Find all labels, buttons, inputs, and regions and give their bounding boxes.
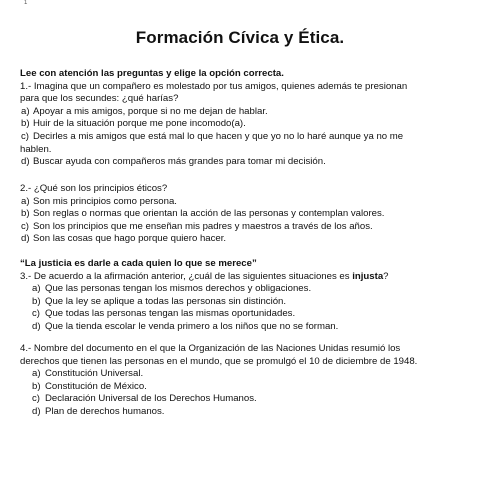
option-text: Que la tienda escolar le venda primero a los niños que no se forman. bbox=[45, 320, 339, 332]
option-text: Constitución de México. bbox=[45, 380, 147, 392]
q2-option-a[interactable] bbox=[20, 196, 468, 209]
option-text: Son reglas o normas que orientan la acción de las personas y contemplan valores. bbox=[33, 208, 385, 220]
question-3-text-pre: 3.- De acuerdo a la afirmación anterior, ¿cuál de las siguientes situaciones es bbox=[20, 270, 353, 282]
question-1-text-line2: para que los secundes: ¿qué harías? bbox=[20, 93, 179, 105]
q1-option-d[interactable] bbox=[20, 156, 468, 169]
option-text: Apoyar a mis amigos, porque si no me dejan de hablar. bbox=[33, 105, 268, 117]
option-letter: b) bbox=[21, 208, 30, 220]
option-text: Que la ley se aplique a todas las personas sin distinción. bbox=[45, 295, 287, 307]
question-3 bbox=[20, 258, 468, 334]
q3-option-d[interactable] bbox=[20, 321, 468, 334]
q1-option-a[interactable] bbox=[20, 106, 468, 119]
question-1 bbox=[20, 68, 468, 169]
option-letter: b) bbox=[32, 380, 41, 392]
q3-option-b[interactable] bbox=[20, 296, 468, 309]
q3-option-c[interactable] bbox=[20, 308, 468, 321]
question-4-text-line1: 4.- Nombre del documento en el que la Organización de las Naciones Unidas resumió los bbox=[20, 343, 401, 354]
option-letter: d) bbox=[21, 233, 30, 245]
corner-mark: 1 bbox=[24, 0, 28, 6]
option-text: Que las personas tengan los mismos derechos y obligaciones. bbox=[45, 283, 312, 295]
option-letter: c) bbox=[32, 393, 40, 405]
instruction-text: Lee con atención las preguntas y elige la opción correcta. bbox=[20, 68, 284, 79]
option-letter: d) bbox=[21, 156, 30, 168]
option-letter: d) bbox=[32, 320, 41, 332]
page-title: Formación Cívica y Ética. bbox=[135, 28, 345, 47]
question-4 bbox=[20, 343, 468, 419]
option-text: Decirles a mis amigos que está mal lo que hacen y que yo no lo haré aunque ya no me bbox=[33, 130, 404, 142]
option-text: Plan de derechos humanos. bbox=[45, 405, 165, 417]
q3-option-a[interactable] bbox=[20, 283, 468, 296]
option-letter: b) bbox=[21, 118, 30, 130]
question-1-text-line1: 1.- Imagina que un compañero es molestado por tus amigos, quienes además te presionan bbox=[20, 80, 408, 92]
option-text: Constitución Universal. bbox=[45, 368, 144, 380]
option-letter: c) bbox=[21, 130, 29, 142]
q1-option-b[interactable] bbox=[20, 118, 468, 131]
q2-option-b[interactable] bbox=[20, 208, 468, 221]
question-3-text-post: ? bbox=[383, 270, 389, 282]
option-letter: c) bbox=[21, 220, 29, 232]
question-3-emphasis: injusta bbox=[352, 270, 384, 282]
question-2-text: 2.- ¿Qué son los principios éticos? bbox=[20, 183, 168, 194]
q2-option-c[interactable] bbox=[20, 221, 468, 234]
option-text: Buscar ayuda con compañeros más grandes para tomar mi decisión. bbox=[33, 156, 326, 168]
question-4-text-line2: derechos que tienen las personas en el mundo, que se promulgó el 10 de diciembre de 1948. bbox=[20, 355, 418, 367]
justice-quote: “La justicia es darle a cada quien lo que se merece” bbox=[20, 258, 257, 269]
q4-option-b[interactable] bbox=[20, 381, 468, 394]
option-letter: a) bbox=[21, 105, 30, 117]
option-letter: d) bbox=[32, 405, 41, 417]
option-text: Declaración Universal de los Derechos Humanos. bbox=[45, 393, 257, 405]
q4-option-c[interactable] bbox=[20, 393, 468, 406]
option-text: Son mis principios como persona. bbox=[33, 195, 177, 207]
option-letter: a) bbox=[21, 195, 30, 207]
question-2 bbox=[20, 183, 468, 246]
question-3-text bbox=[20, 271, 468, 284]
option-text: Son los principios que me enseñan mis padres y maestros a través de los años. bbox=[33, 220, 373, 232]
option-text: Que todas las personas tengan las mismas oportunidades. bbox=[45, 308, 296, 320]
option-letter: a) bbox=[32, 368, 41, 380]
q1-option-c[interactable] bbox=[20, 131, 468, 144]
option-text: Huir de la situación porque me pone incomodo(a). bbox=[33, 118, 246, 130]
q4-option-a[interactable] bbox=[20, 368, 468, 381]
q1-option-c-continuation: hablen. bbox=[20, 143, 52, 155]
option-letter: a) bbox=[32, 283, 41, 295]
q2-option-d[interactable] bbox=[20, 233, 468, 246]
q4-option-d[interactable] bbox=[20, 406, 468, 419]
option-letter: c) bbox=[32, 308, 40, 320]
option-letter: b) bbox=[32, 295, 41, 307]
option-text: Son las cosas que hago porque quiero hacer. bbox=[33, 233, 227, 245]
